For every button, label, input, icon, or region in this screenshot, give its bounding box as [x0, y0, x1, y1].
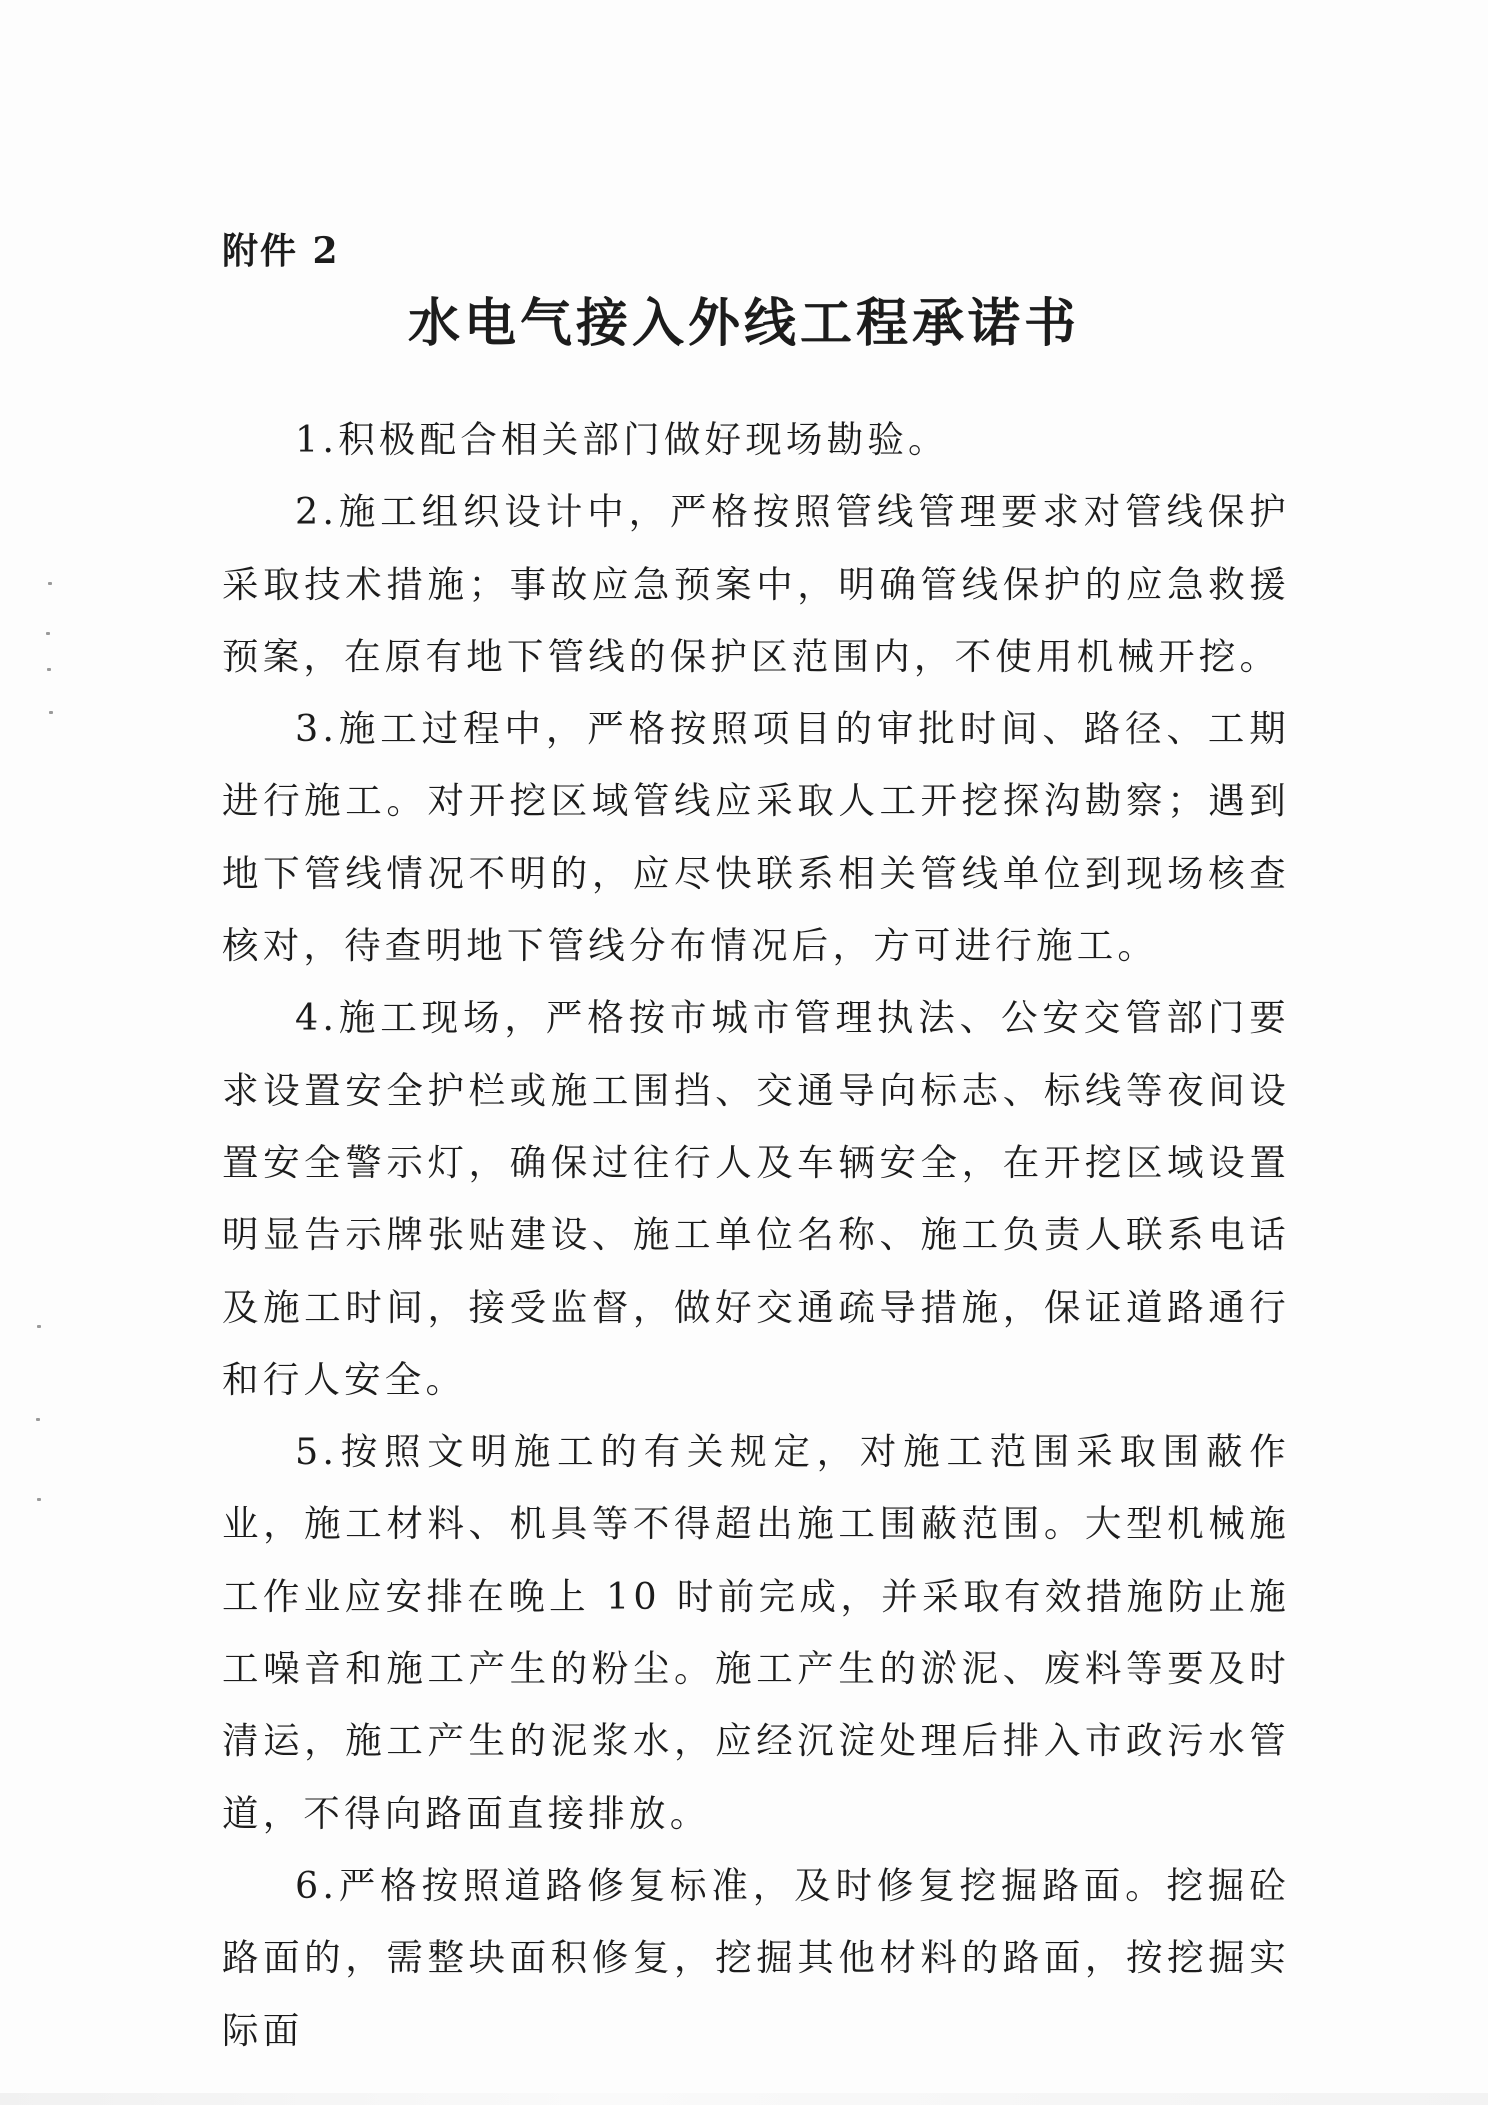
- paragraph-6: 6.严格按照道路修复标准，及时修复挖掘路面。挖掘砼路面的，需整块面积修复，挖掘其他材料的路面，按挖掘实际面: [222, 1863, 1290, 2052]
- scan-bottom-edge: [0, 2093, 1488, 2105]
- paragraph-5: 5.按照文明施工的有关规定，对施工范围采取围蔽作业，施工材料、机具等不得超出施工围蔽范围。大型机械施工作业应安排在晚上 10 时前完成，并采取有效措施防止施工噪音和施工产生的粉尘。施工产生的淤泥、废料等要及时清运，施工产生的泥浆水，应经沉淀处理后排入市政污水管道，不得向路面直接排放。: [222, 1430, 1290, 1835]
- paragraph-3: 3.施工过程中，严格按照项目的审批时间、路径、工期进行施工。对开挖区域管线应采取人工开挖探沟勘察；遇到地下管线情况不明的，应尽快联系相关管线单位到现场核查核对，待查明地下管线分布情况后，方可进行施工。: [222, 707, 1290, 968]
- document-body: [222, 404, 1290, 2067]
- document-title: 水电气接入外线工程承诺书: [407, 293, 1080, 354]
- paragraph-4: 4.施工现场，严格按市城市管理执法、公安交管部门要求设置安全护栏或施工围挡、交通导向标志、标线等夜间设置安全警示灯，确保过往行人及车辆安全，在开挖区域设置明显告示牌张贴建设、施工单位名称、施工负责人联系电话及施工时间，接受监督，做好交通疏导措施，保证道路通行和行人安全。: [222, 996, 1290, 1401]
- paragraph-2: 2.施工组织设计中，严格按照管线管理要求对管线保护采取技术措施；事故应急预案中，明确管线保护的应急救援预案，在原有地下管线的保护区范围内，不使用机械开挖。: [222, 490, 1290, 678]
- attachment-label: 附件 2: [222, 230, 340, 272]
- paragraph-1: 1.积极配合相关部门做好现场勘验。: [295, 418, 949, 461]
